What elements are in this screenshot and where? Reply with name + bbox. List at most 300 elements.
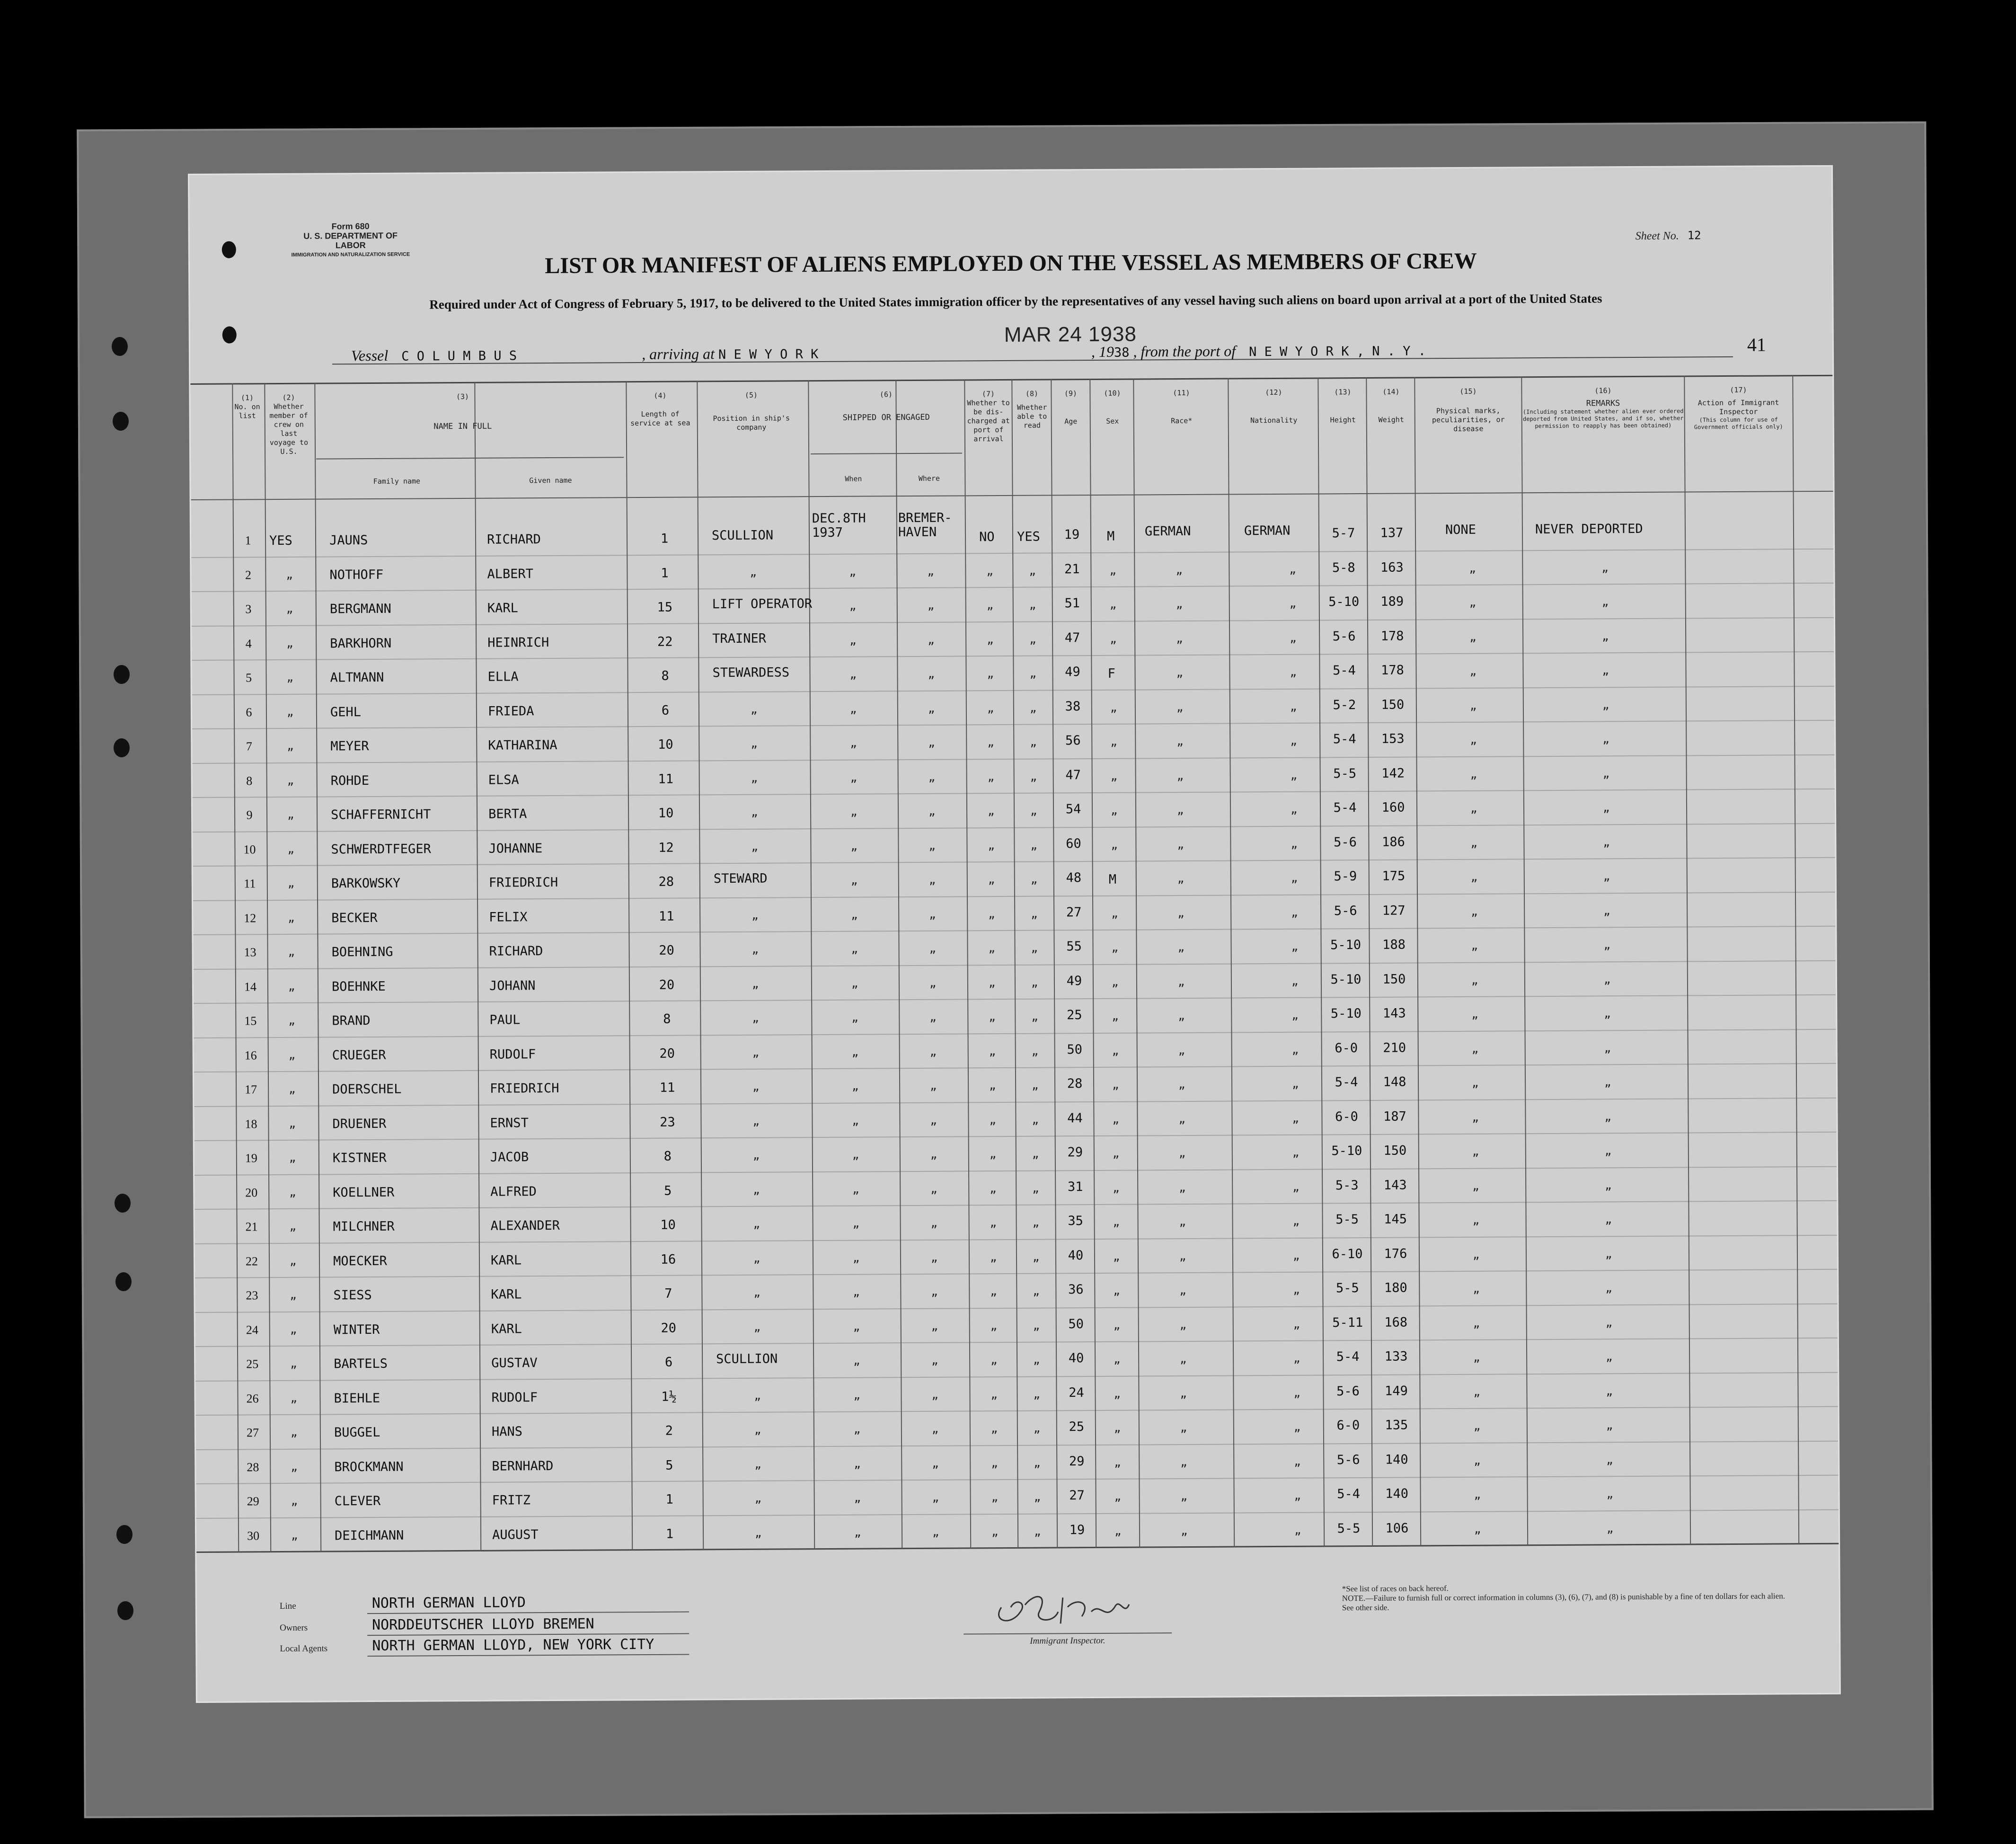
shipped-subrule <box>811 452 962 454</box>
marks-ditto: „ <box>1473 1419 1481 1433</box>
year-suffix: 38 <box>1114 345 1130 360</box>
row-number: 14 <box>244 979 257 993</box>
shipped-when-ditto: „ <box>850 771 858 784</box>
nationality-ditto: „ <box>1291 1008 1299 1022</box>
owners-rule <box>367 1633 689 1636</box>
age: 19 <box>1064 527 1080 542</box>
service-years: 20 <box>659 1046 675 1061</box>
col-9-label: Age <box>1064 417 1078 426</box>
weight: 178 <box>1381 663 1404 678</box>
read-ditto: „ <box>1033 1353 1040 1366</box>
discharged-ditto: „ <box>987 736 994 749</box>
race-ditto: „ <box>1180 1420 1187 1435</box>
weight: 150 <box>1382 972 1406 987</box>
col-4-header <box>628 391 692 428</box>
discharged-ditto: „ <box>989 1010 996 1024</box>
col-11-num: (11) <box>1173 388 1190 398</box>
discharged-ditto: „ <box>991 1456 998 1470</box>
nationality-ditto: „ <box>1291 974 1299 988</box>
marks-ditto: „ <box>1472 1144 1479 1158</box>
last-voyage-ditto: „ <box>287 773 294 787</box>
shipped-where-ditto: „ <box>928 839 936 852</box>
fine-note: NOTE.—Failure to furnish full or correct information in columns (3), (6), (7), and (8) is punishable by a fine of ten dollars for each alien. See other side. <box>1342 1591 1785 1613</box>
last-voyage-ditto: „ <box>290 1425 298 1439</box>
family-name: BOEHNKE <box>331 979 386 994</box>
remarks-ditto: „ <box>1605 1178 1612 1192</box>
sex-ditto: „ <box>1111 906 1118 920</box>
sex-ditto: „ <box>1111 838 1118 851</box>
sex-ditto: „ <box>1112 1112 1119 1126</box>
height: 5-7 <box>1332 526 1355 541</box>
binder-hole <box>115 1272 132 1291</box>
shipped-when-ditto: „ <box>853 1285 860 1299</box>
last-voyage-ditto: „ <box>289 1151 296 1164</box>
race-ditto: „ <box>1176 803 1184 817</box>
sex-ditto: „ <box>1112 1146 1120 1160</box>
row-number: 16 <box>244 1048 257 1062</box>
inspector-label: Immigrant Inspector. <box>1030 1635 1105 1646</box>
binder-hole <box>112 337 128 356</box>
family-name: BECKER <box>331 910 378 925</box>
shipped-where-ditto: „ <box>931 1285 938 1298</box>
remarks-ditto: „ <box>1603 938 1611 952</box>
race-ditto: „ <box>1180 1524 1188 1537</box>
row-number: 24 <box>246 1322 258 1337</box>
col-1-header <box>234 393 260 420</box>
col-17-label: Action of Immigrant Inspector <box>1698 398 1779 417</box>
discharged-ditto: „ <box>990 1387 998 1401</box>
height: 5-4 <box>1333 663 1356 678</box>
service-years: 1 <box>665 1492 673 1507</box>
family-name: DRUENER <box>332 1116 387 1131</box>
position: SCULLION <box>711 528 774 543</box>
able-to-read: YES <box>1017 529 1040 544</box>
col-5-header <box>699 390 803 432</box>
marks-ditto: „ <box>1472 1248 1480 1261</box>
read-ditto: „ <box>1030 770 1037 783</box>
nationality-ditto: „ <box>1290 802 1298 816</box>
column-rule <box>1366 377 1373 1546</box>
row-number: 27 <box>246 1426 259 1440</box>
position-ditto: „ <box>752 1046 760 1059</box>
row-number: 22 <box>245 1254 258 1268</box>
shipped-when-ditto: „ <box>854 1491 861 1505</box>
nationality-ditto: „ <box>1292 1214 1300 1228</box>
marks-ditto: „ <box>1474 1488 1481 1501</box>
position-ditto: „ <box>752 908 759 922</box>
age: 27 <box>1069 1488 1085 1503</box>
read-ditto: „ <box>1032 1181 1039 1195</box>
given-name: FRIEDA <box>487 703 534 719</box>
shipped-where-ditto: „ <box>930 1216 938 1230</box>
position-ditto: „ <box>752 1011 759 1025</box>
remarks: NEVER DEPORTED <box>1535 521 1643 537</box>
row-number: 15 <box>244 1014 257 1028</box>
page-number: 41 <box>1747 334 1767 355</box>
last-voyage-ditto: „ <box>290 1288 297 1302</box>
discharged-ditto: „ <box>987 701 994 715</box>
family-name: MOECKER <box>333 1253 387 1268</box>
shipped-when-ditto: „ <box>853 1354 860 1367</box>
nationality-ditto: „ <box>1291 940 1299 953</box>
given-name: PAUL <box>489 1012 521 1028</box>
discharged-ditto: „ <box>991 1525 999 1538</box>
discharged-ditto: „ <box>990 1216 997 1230</box>
col-9-num: (9) <box>1064 389 1078 398</box>
remarks-ditto: „ <box>1606 1350 1613 1364</box>
remarks-ditto: „ <box>1604 1144 1612 1158</box>
last-voyage-ditto: „ <box>291 1494 298 1507</box>
sex-ditto: „ <box>1114 1421 1121 1435</box>
service-years: 5 <box>664 1183 672 1198</box>
remarks-ditto: „ <box>1602 766 1610 780</box>
shipped-where-ditto: „ <box>928 667 935 681</box>
row-number: 17 <box>245 1082 257 1097</box>
remarks-ditto: „ <box>1603 972 1611 986</box>
family-name: BUGGEL <box>334 1425 380 1440</box>
race-ditto: „ <box>1179 1180 1186 1194</box>
col-16-header <box>1522 386 1683 430</box>
weight: 133 <box>1384 1349 1408 1364</box>
position: STEWARD <box>713 871 768 887</box>
sheet-label: Sheet No. <box>1635 230 1679 243</box>
col-8-label: Whether able to read <box>1017 403 1047 430</box>
given-name: JOHANN <box>489 978 536 993</box>
given-name: RICHARD <box>489 944 543 959</box>
nationality: GERMAN <box>1244 523 1291 539</box>
shipped-when-ditto: „ <box>851 976 858 990</box>
weight: 148 <box>1383 1074 1406 1090</box>
service-years: 20 <box>661 1321 677 1336</box>
race-ditto: „ <box>1176 563 1183 576</box>
remarks-ditto: „ <box>1602 629 1609 643</box>
read-ditto: „ <box>1034 1456 1041 1470</box>
service-years: 11 <box>658 771 674 787</box>
shipped-when-ditto: „ <box>849 633 857 647</box>
marks-ditto: „ <box>1469 595 1477 609</box>
discharged-ditto: „ <box>990 1353 998 1367</box>
shipped-when-ditto: „ <box>850 805 858 818</box>
line-rule <box>367 1612 689 1614</box>
binder-hole <box>114 665 130 684</box>
service-years: 1 <box>665 1526 674 1542</box>
col-13-header <box>1319 388 1366 425</box>
row-number: 21 <box>245 1220 258 1234</box>
discharged-ditto: „ <box>989 1044 996 1058</box>
family-name: BARKHORN <box>330 636 392 651</box>
discharged-ditto: „ <box>989 1079 996 1092</box>
given-name: GUSTAV <box>491 1356 538 1371</box>
age: 31 <box>1067 1179 1083 1194</box>
weight: 150 <box>1383 1143 1407 1158</box>
marks-ditto: „ <box>1473 1350 1480 1364</box>
discharged-ditto: „ <box>988 907 995 921</box>
row-number: 18 <box>245 1117 257 1131</box>
family-name: BERGMANN <box>329 601 391 617</box>
discharged-ditto: „ <box>988 975 996 989</box>
age: 25 <box>1066 1008 1082 1023</box>
col-13-label: Height <box>1330 416 1356 425</box>
family-name: SCHWERDTFEGER <box>331 841 431 857</box>
nationality-ditto: „ <box>1292 1111 1299 1125</box>
nationality-ditto: „ <box>1290 665 1297 679</box>
given-name-header: Given name <box>529 476 572 485</box>
form-department: U. S. DEPARTMENT OF LABOR <box>303 230 398 250</box>
read-ditto: „ <box>1031 941 1038 955</box>
service-years: 11 <box>658 909 674 924</box>
shipped-when-ditto: „ <box>849 667 857 681</box>
read-ditto: „ <box>1031 975 1038 989</box>
last-voyage-ditto: „ <box>286 670 294 684</box>
sex-ditto: „ <box>1114 1387 1121 1401</box>
col-13-num: (13) <box>1334 388 1352 397</box>
service-years: 1 <box>661 566 669 581</box>
shipped-where-ditto: „ <box>930 1182 937 1196</box>
given-name: KARL <box>491 1287 522 1302</box>
line-value: NORTH GERMAN LLOYD <box>371 1594 526 1612</box>
row-number: 2 <box>245 567 251 582</box>
sheet-number-label <box>1636 229 1701 243</box>
service-years: 8 <box>663 1149 672 1164</box>
position-ditto: „ <box>752 1114 760 1128</box>
shipped-when-ditto: „ <box>852 1216 860 1230</box>
shipped-when-ditto: „ <box>852 1114 859 1127</box>
age: 50 <box>1068 1316 1084 1331</box>
weight: 188 <box>1382 937 1406 952</box>
nationality-ditto: „ <box>1291 1043 1299 1056</box>
col-14-num: (14) <box>1382 387 1400 396</box>
age: 28 <box>1067 1076 1083 1091</box>
discharged-ditto: „ <box>987 632 994 646</box>
shipped-when-ditto: „ <box>851 942 858 956</box>
col-5-num: (5) <box>744 390 758 399</box>
when-header: When <box>845 474 862 483</box>
service-years: 10 <box>660 1217 676 1232</box>
read-ditto: „ <box>1034 1525 1041 1538</box>
from-port: N E W Y O R K , N . Y . <box>1249 344 1426 360</box>
remarks-ditto: „ <box>1605 1213 1612 1226</box>
row-number: 8 <box>246 773 253 788</box>
remarks-ditto: „ <box>1601 560 1609 574</box>
discharged-ditto: „ <box>988 941 996 955</box>
weight: 149 <box>1385 1383 1408 1399</box>
marks-ditto: „ <box>1469 699 1477 712</box>
sex-ditto: „ <box>1112 1009 1119 1023</box>
service-years: 6 <box>661 703 670 718</box>
remarks-ditto: „ <box>1605 1315 1613 1329</box>
column-rule <box>1521 376 1528 1545</box>
marks-ditto: „ <box>1469 630 1477 644</box>
col-16-note: (Including statement whether alien ever ordered deported from United States, and if so, whether permission to reapply has been obtained) <box>1522 408 1684 430</box>
shipped-where-ditto: „ <box>928 770 936 784</box>
binder-hole <box>113 412 129 431</box>
position-ditto: „ <box>754 1423 761 1436</box>
weight: 163 <box>1380 560 1404 575</box>
name-subrule <box>316 457 624 459</box>
given-name: FRIEDRICH <box>488 875 558 890</box>
race-ditto: „ <box>1178 1078 1185 1091</box>
row-number: 10 <box>243 842 256 856</box>
family-name: JAUNS <box>329 533 368 548</box>
remarks-ditto: „ <box>1602 801 1610 815</box>
family-name: DOERSCHEL <box>332 1082 402 1097</box>
weight: 186 <box>1381 834 1405 850</box>
service-years: 2 <box>665 1423 673 1438</box>
weight: 210 <box>1383 1040 1406 1055</box>
column-rule <box>1051 379 1058 1548</box>
height: 5-4 <box>1335 1075 1358 1090</box>
family-name: ROHDE <box>330 773 370 788</box>
family-name: BIEHLE <box>334 1391 380 1406</box>
service-years: 20 <box>659 943 674 958</box>
given-name: HEINRICH <box>487 635 549 650</box>
discharged-ditto: „ <box>986 564 993 577</box>
age: 36 <box>1068 1282 1084 1297</box>
height: 5-6 <box>1334 903 1357 918</box>
remarks-ditto: „ <box>1603 869 1610 883</box>
row-number: 3 <box>245 602 252 616</box>
col-3-label: NAME IN FULL <box>433 421 492 432</box>
age: 50 <box>1067 1042 1083 1057</box>
inspector-signature <box>982 1578 1144 1636</box>
service-years: 11 <box>659 1080 675 1095</box>
sex: F <box>1107 666 1115 681</box>
arriving-label: , arriving at <box>642 345 715 363</box>
race-ditto: „ <box>1177 940 1185 954</box>
read-ditto: „ <box>1032 1250 1040 1264</box>
column-rule <box>264 383 271 1552</box>
shipped-where-ditto: „ <box>928 804 936 818</box>
given-name: ERNST <box>490 1115 529 1131</box>
last-voyage-ditto: „ <box>287 842 294 856</box>
read-ditto: „ <box>1029 598 1036 612</box>
agents-rule <box>367 1654 689 1657</box>
shipped-where-ditto: „ <box>930 1250 938 1264</box>
shipped-where-ditto: „ <box>927 564 934 578</box>
sex: M <box>1108 872 1117 887</box>
marks-ditto: „ <box>1473 1316 1480 1330</box>
row-number: 26 <box>246 1391 259 1405</box>
column-rule <box>474 382 481 1551</box>
last-voyage-ditto: „ <box>287 739 294 753</box>
position-ditto: „ <box>750 702 758 716</box>
nationality-ditto: „ <box>1294 1523 1301 1537</box>
given-name: AUGUST <box>492 1527 539 1543</box>
discharged-ditto: „ <box>986 598 994 612</box>
discharged-ditto: „ <box>987 667 994 681</box>
family-name: BARKOWSKY <box>331 876 401 891</box>
sex-ditto: „ <box>1110 769 1118 783</box>
shipped-where-ditto: „ <box>931 1388 939 1401</box>
shipped-where-ditto: „ <box>930 1079 937 1092</box>
last-voyage-ditto: „ <box>289 1254 297 1268</box>
read-ditto: „ <box>1032 1113 1039 1126</box>
nationality-ditto: „ <box>1293 1420 1301 1434</box>
last-voyage-ditto: „ <box>289 1082 296 1096</box>
race-ditto: „ <box>1176 666 1184 680</box>
age: 24 <box>1069 1385 1084 1400</box>
last-voyage-ditto: „ <box>290 1322 297 1336</box>
shipped-when-ditto: „ <box>851 908 858 922</box>
remarks-ditto: „ <box>1606 1418 1613 1432</box>
position-ditto: „ <box>754 1526 762 1540</box>
height: 5-10 <box>1330 938 1362 953</box>
family-name: CRUEGER <box>332 1047 386 1063</box>
vessel-line <box>351 341 1426 364</box>
position-ditto: „ <box>751 736 758 750</box>
read-ditto: „ <box>1029 564 1036 577</box>
weight: 135 <box>1385 1418 1408 1433</box>
sheet-number: 12 <box>1687 229 1701 242</box>
last-voyage: YES <box>269 533 292 549</box>
position-ditto: „ <box>753 1285 760 1299</box>
binder-hole <box>116 1525 133 1544</box>
last-voyage-ditto: „ <box>287 807 294 821</box>
service-years: 7 <box>664 1286 672 1301</box>
read-ditto: „ <box>1031 907 1038 921</box>
col-17-num: (17) <box>1730 385 1747 394</box>
marks-ditto: „ <box>1469 664 1477 678</box>
date-stamp: MAR 24 1938 <box>1004 322 1137 346</box>
marks-ditto: „ <box>1472 1110 1479 1124</box>
service-years: 23 <box>660 1115 675 1130</box>
nationality-ditto: „ <box>1289 562 1296 576</box>
race-ditto: „ <box>1179 1215 1186 1229</box>
read-ditto: „ <box>1032 1147 1039 1161</box>
height: 5-8 <box>1332 560 1355 575</box>
col-12-label: Nationality <box>1250 416 1298 425</box>
age: 49 <box>1065 665 1080 680</box>
race-ditto: „ <box>1178 1043 1185 1057</box>
col-2-num: (2) <box>282 393 295 402</box>
col-16-label: REMARKS <box>1586 399 1620 408</box>
last-voyage-ditto: „ <box>288 945 295 958</box>
nationality-ditto: „ <box>1290 631 1297 645</box>
shipped-when-ditto: „ <box>849 599 857 612</box>
age: 25 <box>1069 1419 1085 1435</box>
position-ditto: „ <box>753 1320 761 1334</box>
sex-ditto: „ <box>1113 1284 1120 1297</box>
family-name: KISTNER <box>332 1150 387 1166</box>
col-6-header <box>810 390 962 423</box>
last-voyage-ditto: „ <box>289 1219 297 1233</box>
last-voyage-ditto: „ <box>287 876 295 890</box>
last-voyage-ditto: „ <box>288 979 295 993</box>
shipped-where-ditto: „ <box>929 941 937 955</box>
nationality-ditto: „ <box>1293 1283 1300 1296</box>
remarks-ditto: „ <box>1604 1075 1611 1089</box>
col-17-header <box>1686 385 1791 431</box>
marks-ditto: „ <box>1469 561 1476 575</box>
family-name: SIESS <box>333 1288 372 1303</box>
owners-label: Owners <box>280 1622 308 1633</box>
column-rule <box>626 381 633 1550</box>
remarks-ditto: „ <box>1602 664 1609 677</box>
shipped-where-ditto: „ <box>930 1113 937 1127</box>
read-ditto: „ <box>1031 1044 1039 1058</box>
read-ditto: „ <box>1029 632 1036 646</box>
read-ditto: „ <box>1034 1490 1041 1504</box>
position-ditto: „ <box>753 1217 760 1231</box>
line-label: Line <box>279 1601 296 1612</box>
shipped-where: BREMER-HAVEN <box>898 510 952 540</box>
shipped-where-ditto: „ <box>929 907 936 921</box>
col-9-header <box>1052 389 1088 426</box>
row-number: 28 <box>247 1460 259 1474</box>
race-ditto: „ <box>1180 1489 1188 1503</box>
family-name: BOEHNING <box>331 944 393 960</box>
height: 5-6 <box>1336 1383 1360 1399</box>
